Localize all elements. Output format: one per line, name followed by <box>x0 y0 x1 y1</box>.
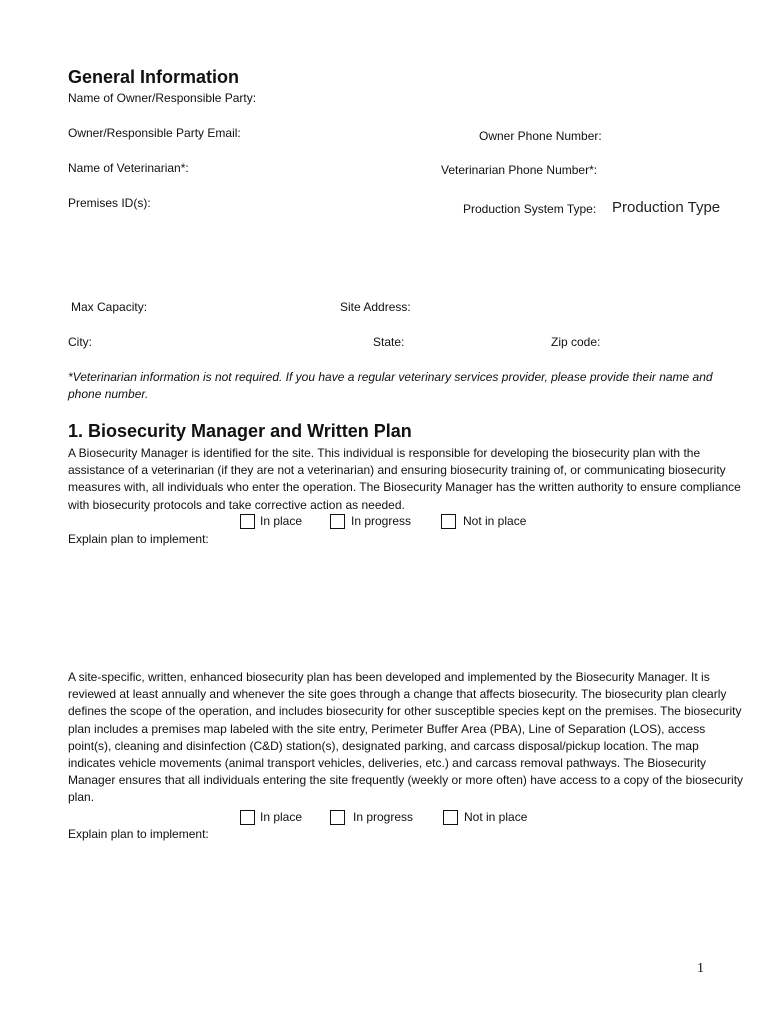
zip-code-label: Zip code: <box>551 335 601 349</box>
item2-not-in-place-checkbox[interactable] <box>443 810 458 825</box>
owner-email-label: Owner/Responsible Party Email: <box>68 126 241 140</box>
vet-name-label: Name of Veterinarian*: <box>68 161 189 175</box>
state-label: State: <box>373 335 405 349</box>
item1-in-place-label: In place <box>260 514 303 528</box>
production-type-field[interactable]: Production Type <box>612 199 721 216</box>
item1-explain-label: Explain plan to implement: <box>68 532 209 546</box>
item2-in-place-label: In place <box>260 810 303 824</box>
veterinarian-note: *Veterinarian information is not required. If you have a regular veterinary services provider, please provide their name and phone number. <box>68 370 713 402</box>
item2-in-place-checkbox[interactable] <box>240 810 255 825</box>
item2-in-progress-label: In progress <box>353 810 414 824</box>
page-number: 1 <box>697 961 704 976</box>
item2-not-in-place-label: Not in place <box>464 810 528 824</box>
owner-name-label: Name of Owner/Responsible Party: <box>68 91 257 105</box>
item1-in-progress-label: In progress <box>351 514 412 528</box>
max-capacity-label: Max Capacity: <box>71 300 148 314</box>
owner-phone-label: Owner Phone Number: <box>479 129 602 143</box>
premises-id-label: Premises ID(s): <box>68 196 151 210</box>
item1-description: A Biosecurity Manager is identified for the site. This individual is responsible for developing the biosecurity plan with the assistance of a veterinarian (if they are not a veterinarian) and ensuring biosecurity training of, or communicating biosecurity measures with, all individuals who enter the operation. The Biosecurity Manager has the written authority to ensure compliance with biosecurity protocols and take corrective action as needed. <box>68 446 741 512</box>
general-info-heading: General Information <box>68 67 240 87</box>
item1-not-in-place-label: Not in place <box>463 514 527 528</box>
city-label: City: <box>68 335 92 349</box>
vet-phone-label: Veterinarian Phone Number*: <box>441 163 598 177</box>
section1-heading: 1. Biosecurity Manager and Written Plan <box>68 421 412 441</box>
item2-in-progress-checkbox[interactable] <box>330 810 345 825</box>
item2-explain-label: Explain plan to implement: <box>68 827 209 841</box>
production-type-label: Production System Type: <box>463 202 597 216</box>
item1-not-in-place-checkbox[interactable] <box>441 514 456 529</box>
item2-description: A site-specific, written, enhanced biosecurity plan has been developed and implemented by the Biosecurity Manager. It is reviewed at least annually and whenever the site goes through a change that affects biosecurity. The biosecurity plan clearly defines the scope of the operation, and includes biosecurity for other susceptible species kept on the premises. The biosecurity plan includes a premises map labeled with the site entry, Perimeter Buffer Area (PBA), Line of Separation (LOS), access point(s), cleaning and disinfection (C&D) station(s), designated parking, and carcass disposal/pickup location. The map indicates vehicle movements (animal transport vehicles, deliveries, etc.) and carcass removal pathways. The Biosecurity Manager ensures that all individuals entering the site frequently (weekly or more often) have access to a copy of the biosecurity plan. <box>68 670 744 805</box>
item1-in-progress-checkbox[interactable] <box>330 514 345 529</box>
site-address-label: Site Address: <box>340 300 411 314</box>
item1-in-place-checkbox[interactable] <box>240 514 255 529</box>
